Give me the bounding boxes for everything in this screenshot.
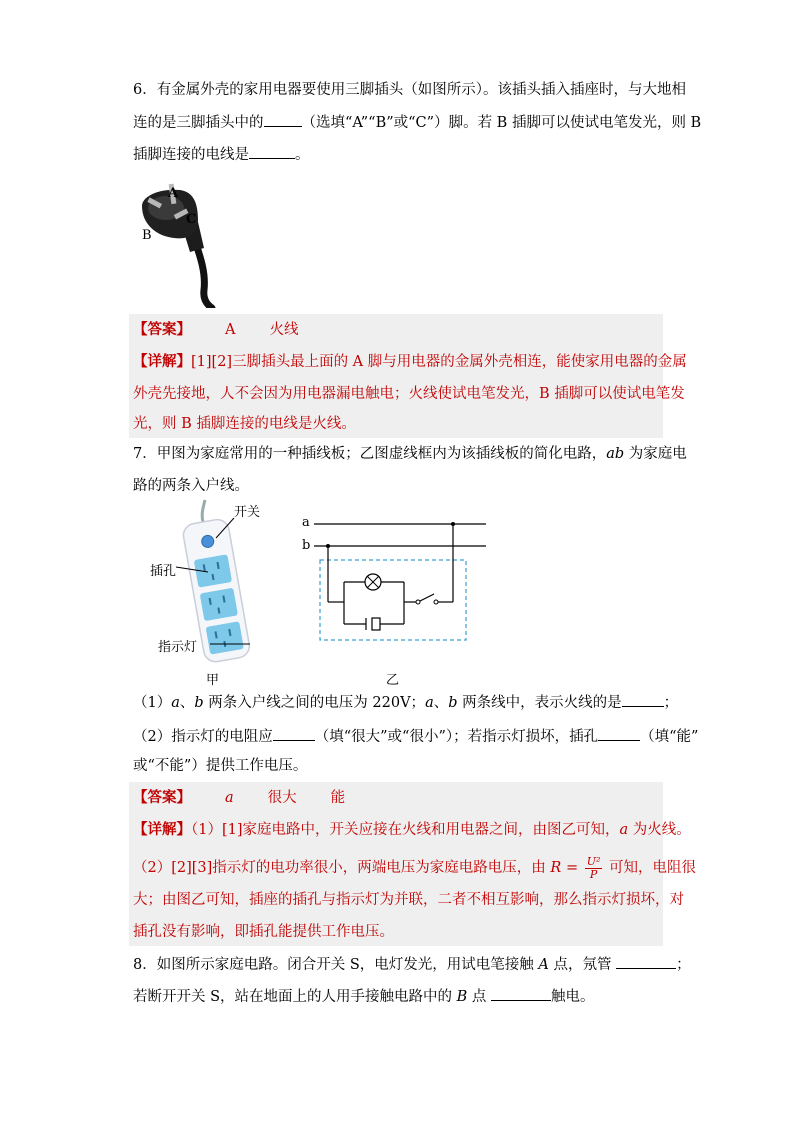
q8-line-1: 8．如图所示家庭电路。闭合开关 S，电灯发光，用试电笔接触 A 点，氖管 ； xyxy=(133,954,691,975)
label-yi: 乙 xyxy=(386,673,400,688)
q6-line-1: 6．有金属外壳的家用电器要使用三脚插头（如图所示）。该插头插入插座时，与大地相 xyxy=(133,82,686,98)
q7-detail-line-1: 【详解】（1）[1]家庭电路中，开关应接在火线和用电器之间，由图乙可知，a 为火线。 xyxy=(133,821,691,838)
q7-blank-2[interactable] xyxy=(273,726,315,741)
q6-detail-line-2: 外壳先接地，人不会因为用电器漏电触电；火线使试电笔发光，B 插脚可以使试电笔发 xyxy=(133,386,685,402)
q7-detail-line-3: 大；由图乙可知，插座的插孔与指示灯为并联，二者不相互影响，那么指示灯损坏，对 xyxy=(133,892,684,908)
q6-blank-1[interactable] xyxy=(264,112,302,127)
q7-line-2: 路的两条入户线。 xyxy=(133,478,249,494)
label-switch: 开关 xyxy=(234,505,261,520)
q6-blank-2[interactable] xyxy=(249,144,295,159)
q8-blank-1[interactable] xyxy=(616,954,676,969)
q6-detail-line-3: 光，则 B 插脚连接的电线是火线。 xyxy=(133,416,356,432)
q6-line-2: 连的是三脚插头中的 （选填“A”“B”或“C”）脚。若 B 插脚可以使试电笔发光，则 B xyxy=(133,112,701,133)
q7-blank-1[interactable] xyxy=(622,692,664,707)
q6-detail-line-1: 【详解】[1][2]三脚插头最上面的 A 脚与用电器的金属外壳相连，能使家用电器的金属 xyxy=(133,353,687,370)
label-socket: 插孔 xyxy=(150,564,177,579)
label-jia: 甲 xyxy=(206,673,220,688)
q6-line-3: 插脚连接的电线是 。 xyxy=(133,144,310,165)
label-wire-a: a xyxy=(302,515,310,530)
plug-label-b: B xyxy=(142,228,152,243)
three-pin-plug-figure xyxy=(132,178,232,308)
q7-sub-2-cont: 或“不能”）提供工作电压。 xyxy=(133,758,308,774)
q7-sub-1: （1）a、b 两条入户线之间的电压为 220V；a、b 两条线中，表示火线的是 ； xyxy=(133,692,678,713)
q7-detail-line-2: （2）[2][3]指示灯的电功率很小，两端电压为家庭电路电压，由 R = $\frac{\text{U²}}{P}$ 可知，电阻很 xyxy=(133,854,697,881)
plug-label-c: C xyxy=(186,212,197,227)
plug-label-a: A xyxy=(168,186,179,201)
label-indicator: 指示灯 xyxy=(158,640,198,655)
q8-line-2: 若断开开关 S，站在地面上的人用手接触电路中的 B 点 触电。 xyxy=(133,986,595,1007)
label-wire-b: b xyxy=(302,538,311,553)
q8-blank-2[interactable] xyxy=(491,986,551,1001)
formula-fraction: $\frac{\text{U²}}{P}$ xyxy=(586,854,601,881)
q7-sub-2: （2）指示灯的电阻应 （填“很大”或“很小”）；若指示灯损坏，插孔 （填“能” xyxy=(133,726,698,747)
q7-line-1: 7．甲图为家庭常用的一种插线板；乙图虚线框内为该插线板的简化电路，ab 为家庭电 xyxy=(133,446,687,462)
q7-answer-line: 【答案】 a 很大 能 xyxy=(133,789,346,806)
q7-blank-3[interactable] xyxy=(598,726,640,741)
q7-detail-line-4: 插孔没有影响，即插孔能提供工作电压。 xyxy=(133,924,394,940)
circuit-diagram xyxy=(298,514,490,646)
q6-answer-line: 【答案】 A 火线 xyxy=(133,321,299,338)
